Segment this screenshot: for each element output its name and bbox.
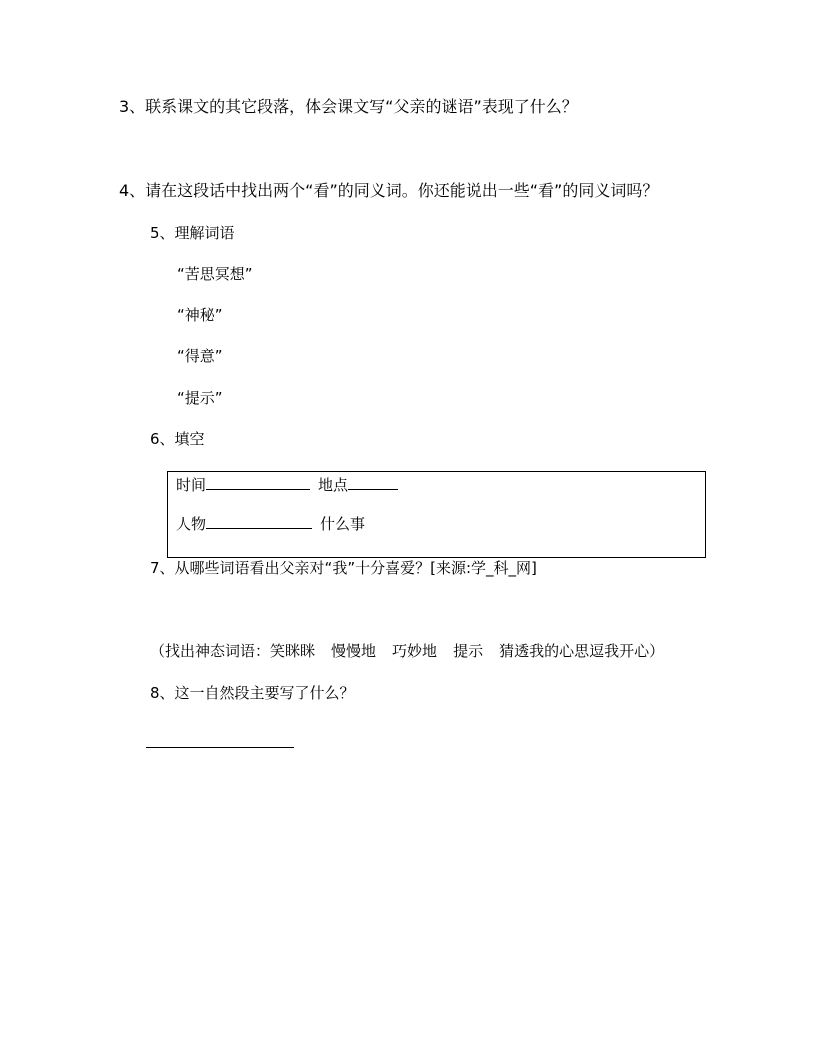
question-8: 8、这一自然段主要写了什么？: [150, 684, 355, 702]
hint-line: [150, 641, 664, 661]
question-7: 7、从哪些词语看出父亲对“我”十分喜爱？[来源:学_科_网]: [150, 559, 537, 577]
event-label: 什么事: [320, 515, 366, 533]
fill-row-2: [176, 514, 365, 534]
hint-word-4: 提示: [453, 642, 484, 660]
term-1: “苦思冥想”: [177, 265, 253, 283]
question-4: 4、请在这段话中找出两个“看”的同义词。你还能说出一些“看”的同义词吗？: [119, 181, 659, 200]
fill-row-1: [176, 475, 398, 495]
hint-word-3: 巧妙地: [392, 642, 438, 660]
place-label: 地点: [318, 476, 349, 494]
place-blank[interactable]: [348, 475, 398, 490]
hint-word-1: 笑眯眯: [270, 642, 316, 660]
term-4: “提示”: [177, 389, 223, 407]
fill-in-table: [167, 471, 706, 558]
hint-prefix: （找出神态词语：: [150, 642, 271, 660]
time-blank[interactable]: [206, 475, 310, 490]
time-label: 时间: [176, 476, 207, 494]
person-label: 人物: [176, 515, 207, 533]
person-blank[interactable]: [206, 514, 312, 529]
hint-suffix: ）: [649, 642, 665, 660]
term-3: “得意”: [177, 347, 223, 365]
hint-word-2: 慢慢地: [331, 642, 377, 660]
question-5-title: 5、理解词语: [150, 224, 235, 242]
answer-blank-line[interactable]: [146, 747, 294, 748]
question-6-title: 6、填空: [150, 430, 205, 448]
hint-word-5: 猜透我的心思逗我开心: [499, 642, 650, 660]
term-2: “神秘”: [177, 306, 223, 324]
question-3: 3、联系课文的其它段落，体会课文写“父亲的谜语”表现了什么？: [119, 97, 578, 116]
